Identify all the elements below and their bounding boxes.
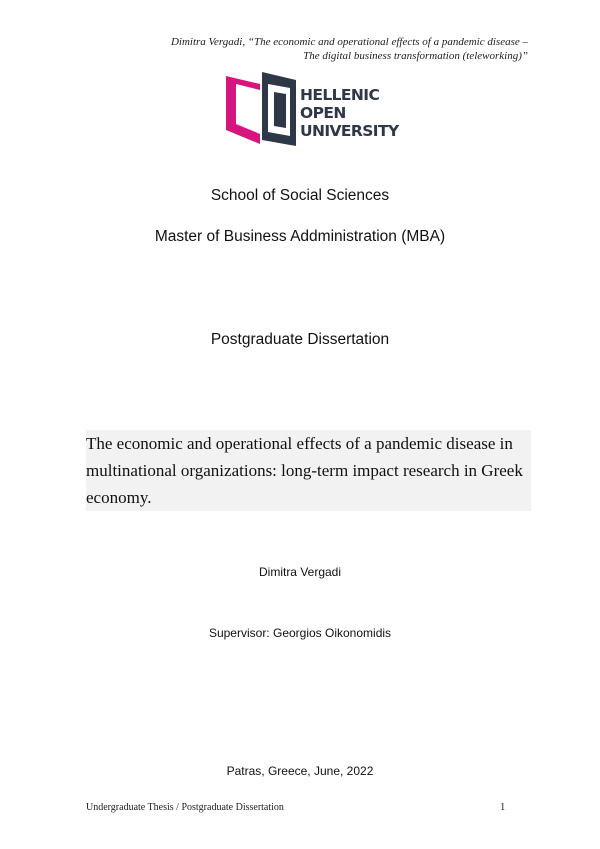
logo-text-hellenic: HELLENIC — [300, 86, 380, 104]
logo-text-university: UNIVERSITY — [300, 122, 399, 140]
program-name: Master of Business Addministration (MBA) — [154, 228, 446, 245]
university-logo-text — [300, 86, 410, 140]
school-name: School of Social Sciences — [210, 187, 390, 204]
running-header-line-1: Dimitra Vergadi, “The economic and operational effects of a pandemic disease – — [170, 36, 528, 48]
page-footer: Undergraduate Thesis / Postgraduate Dissertation — [86, 802, 284, 813]
title-line-3: economy. — [86, 484, 529, 511]
logo-text-open: OPEN — [300, 104, 346, 122]
running-header — [171, 36, 528, 63]
open-book-icon — [226, 72, 296, 146]
running-header-line-2: The digital business transformation (teleworking)” — [303, 49, 528, 62]
dissertation-title — [86, 430, 529, 511]
dissertation-type: Postgraduate Dissertation — [210, 331, 390, 348]
title-line-1: The economic and operational effects of a pandemic disease in — [86, 430, 529, 457]
supervisor-name: Supervisor: Georgios Oikonomidis — [208, 626, 392, 640]
title-line-2: multinational organizations: long-term impact research in Greek — [86, 457, 529, 484]
place-and-date: Patras, Greece, June, 2022 — [226, 764, 374, 778]
author-name: Dimitra Vergadi — [258, 565, 342, 579]
page-number: 1 — [500, 802, 506, 813]
